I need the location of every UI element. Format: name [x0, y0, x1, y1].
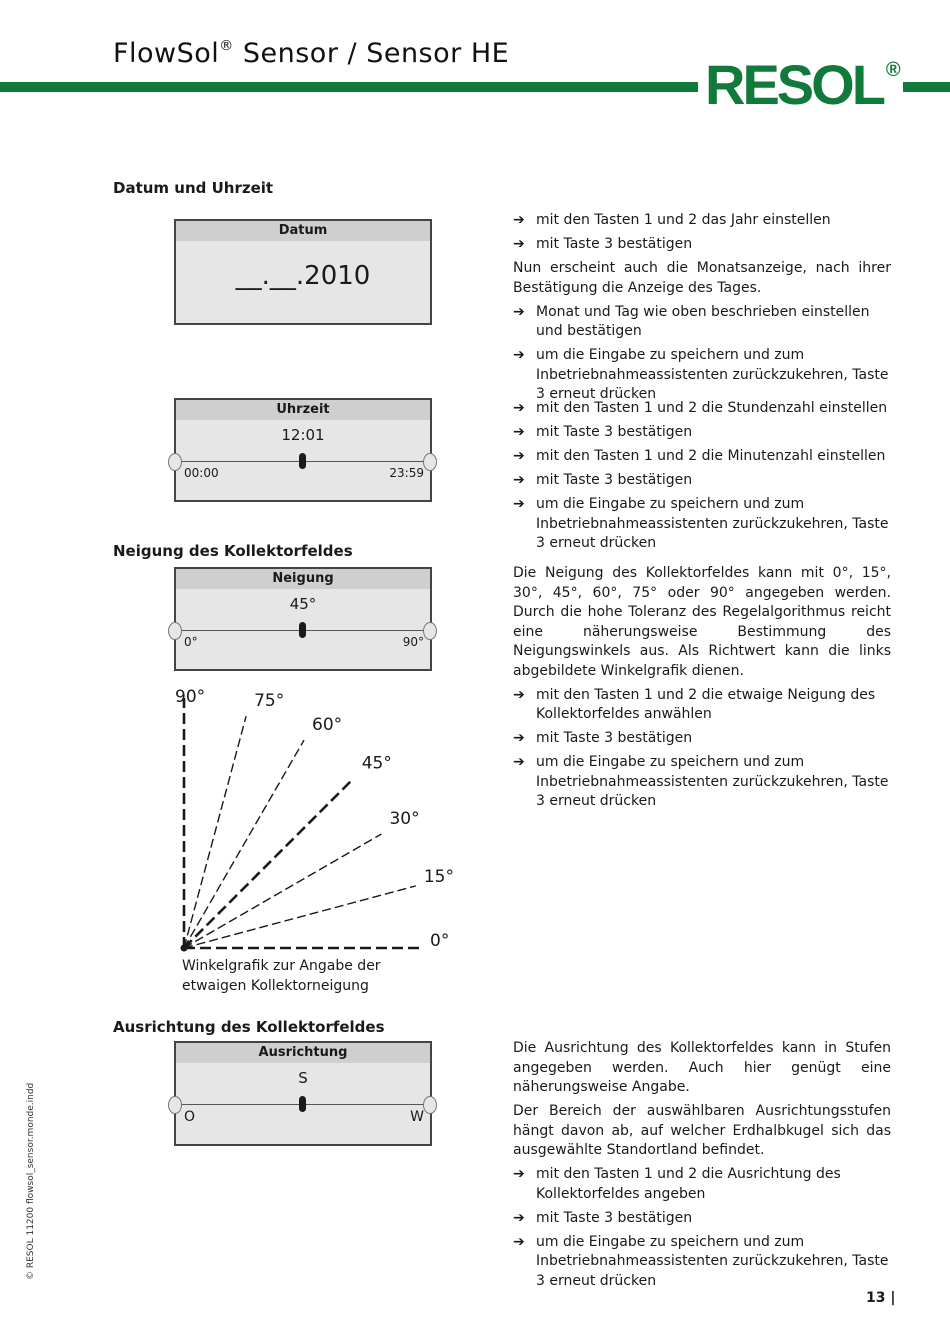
datum-paragraph: Nun erscheint auch die Monatsanzeige, nach ihrer Bestätigung die Anzeige des Tages.	[513, 260, 891, 296]
datum-display-title: Datum	[176, 221, 430, 241]
heading-datum-uhrzeit: Datum und Uhrzeit	[113, 179, 274, 197]
page-number: 13 |	[866, 1290, 896, 1306]
uhrzeit-step-3: ➔ mit den Tasten 1 und 2 die Minutenzahl einstellen	[513, 447, 891, 467]
neigung-display-title: Neigung	[176, 569, 430, 589]
angle-label-90: 90°	[175, 687, 206, 707]
uhrzeit-step-2: ➔ mit Taste 3 bestätigen	[513, 423, 891, 443]
arrow-icon: ➔	[513, 400, 525, 416]
header-rule-left	[0, 82, 698, 92]
datum-step-3: ➔ Monat und Tag wie oben beschrieben einstellen und bestätigen	[513, 303, 870, 339]
uhrzeit-slider-knob	[299, 453, 306, 469]
angle-label-0: 0°	[430, 931, 450, 951]
neigung-display-value: 45°	[289, 595, 317, 613]
ausrichtung-paragraph-1: Die Ausrichtung des Kollektorfeldes kann in Stufen angegeben werden. Auch hier genügt eine näherungsweise Angabe.	[513, 1040, 891, 1095]
uhrzeit-display	[174, 398, 432, 502]
arrow-icon: ➔	[513, 496, 525, 512]
angle-graphic-caption: Winkelgrafik zur Angabe der etwaigen Kollektorneigung	[182, 958, 381, 994]
ausrichtung-scale-min: O	[184, 1109, 196, 1125]
document-title: FlowSol® Sensor / Sensor HE	[113, 38, 510, 69]
ausrichtung-display-value: S	[298, 1069, 308, 1087]
uhrzeit-slider-end-cap	[423, 453, 437, 471]
ausrichtung-step-1: ➔ mit den Tasten 1 und 2 die Ausrichtung des Kollektorfeldes angeben	[513, 1166, 841, 1202]
angle-label-75: 75°	[254, 691, 285, 712]
neigung-display	[174, 567, 432, 671]
arrow-icon: ➔	[513, 472, 525, 488]
datum-display	[174, 219, 432, 325]
angle-line-15	[184, 886, 416, 948]
angle-label-60: 60°	[312, 715, 343, 736]
arrow-icon: ➔	[513, 424, 525, 440]
angle-line-60	[184, 740, 304, 948]
ausrichtung-paragraph-2: Der Bereich der auswählbaren Ausrichtungsstufen hängt davon ab, auf welcher Erdhalbkugel sich das ausgewählte Standortland befindet.	[513, 1103, 891, 1158]
arrow-icon: ➔	[513, 236, 525, 252]
arrow-icon: ➔	[513, 448, 525, 464]
neigung-slider-start-cap	[168, 622, 182, 640]
uhrzeit-step-5: ➔ um die Eingabe zu speichern und zum Inbetriebnahmeassistenten zurückzukehren, Taste 3 erneut drücken	[513, 496, 889, 551]
uhrzeit-scale-min: 00:00	[184, 466, 219, 480]
uhrzeit-display-value: 12:01	[281, 426, 325, 444]
neigung-step-1: ➔ mit den Tasten 1 und 2 die etwaige Neigung des Kollektorfeldes anwählen	[513, 686, 876, 722]
uhrzeit-step-1: ➔ mit den Tasten 1 und 2 die Stundenzahl einstellen	[513, 399, 891, 419]
neigung-step-3: ➔ um die Eingabe zu speichern und zum Inbetriebnahmeassistenten zurückzukehren, Taste 3 erneut drücken	[513, 754, 889, 809]
heading-neigung: Neigung des Kollektorfeldes	[113, 542, 353, 560]
ausrichtung-display	[174, 1041, 432, 1146]
ausrichtung-step-3: ➔ um die Eingabe zu speichern und zum Inbetriebnahmeassistenten zurückzukehren, Taste 3 erneut drücken	[513, 1233, 889, 1289]
neigung-scale-min: 0°	[184, 635, 198, 649]
ausrichtung-scale-max: W	[410, 1109, 424, 1125]
angle-label-45: 45°	[361, 753, 392, 774]
angle-line-75	[184, 716, 246, 948]
resol-logo: RESOL ®	[705, 53, 901, 116]
datum-step-1: ➔ mit den Tasten 1 und 2 das Jahr einstellen	[513, 211, 891, 231]
uhrzeit-slider-start-cap	[168, 453, 182, 471]
ausrichtung-slider-start-cap	[168, 1096, 182, 1114]
arrow-icon: ➔	[513, 212, 525, 228]
neigung-scale-max: 90°	[402, 635, 424, 649]
angle-origin-point	[181, 945, 188, 952]
uhrzeit-display-title: Uhrzeit	[176, 400, 430, 420]
ausrichtung-display-title: Ausrichtung	[176, 1043, 430, 1063]
arrow-icon: ➔	[513, 1233, 525, 1250]
angle-graphic	[160, 680, 460, 960]
arrow-icon: ➔	[513, 347, 525, 363]
uhrzeit-instructions	[513, 399, 891, 558]
ausrichtung-slider-end-cap	[423, 1096, 437, 1114]
datum-display-value: __.__.2010	[235, 261, 371, 291]
neigung-slider-end-cap	[423, 622, 437, 640]
arrow-icon: ➔	[513, 1209, 525, 1226]
header-rule-right	[903, 82, 950, 92]
angle-label-15: 15°	[423, 866, 454, 887]
ausrichtung-step-2: ➔ mit Taste 3 bestätigen	[513, 1209, 891, 1229]
neigung-instructions	[513, 564, 891, 816]
arrow-icon: ➔	[513, 303, 525, 320]
neigung-paragraph: Die Neigung des Kollektorfeldes kann mit 0°, 15°, 30°, 45°, 60°, 75° oder 90° angegeben werden. Durch die hohe Toleranz des Regelalgorithmus reicht eine näherungsweise Bestimmung des Neigungswinkels aus. Als Richtwert kann die links abgebildete Winkelgrafik dienen.	[513, 565, 891, 679]
uhrzeit-scale-max: 23:59	[389, 466, 424, 480]
datum-step-2: ➔ mit Taste 3 bestätigen	[513, 235, 891, 255]
arrow-icon: ➔	[513, 730, 525, 746]
angle-label-30: 30°	[389, 809, 420, 829]
uhrzeit-step-4: ➔ mit Taste 3 bestätigen	[513, 471, 891, 491]
angle-line-45	[184, 778, 354, 948]
datum-instructions	[513, 211, 891, 409]
file-reference-note: © RESOL 11200 flowsol_sensor.monde.indd	[26, 1082, 36, 1280]
ausrichtung-instructions	[513, 1039, 891, 1296]
heading-ausrichtung: Ausrichtung des Kollektorfeldes	[113, 1018, 385, 1036]
datum-step-4: ➔ um die Eingabe zu speichern und zum Inbetriebnahmeassistenten zurückzukehren, Taste 3 erneut drücken	[513, 347, 889, 402]
ausrichtung-slider-knob	[299, 1096, 306, 1112]
arrow-icon: ➔	[513, 686, 525, 703]
neigung-step-2: ➔ mit Taste 3 bestätigen	[513, 729, 891, 749]
neigung-slider-knob	[299, 622, 306, 638]
arrow-icon: ➔	[513, 1166, 525, 1182]
arrow-icon: ➔	[513, 754, 525, 770]
